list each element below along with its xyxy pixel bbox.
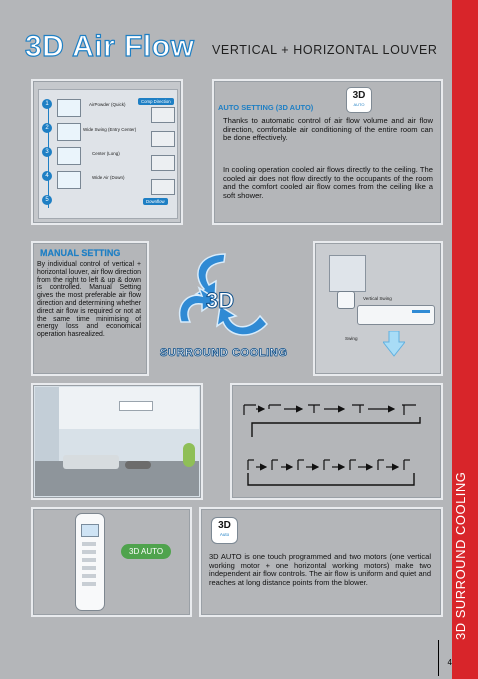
room-ceiling: [35, 387, 199, 429]
auto-setting-title: AUTO SETTING (3D AUTO): [218, 103, 314, 112]
step-4-label: Wide Air (Down): [92, 175, 125, 180]
remote-screen: [81, 524, 99, 537]
manual-setting-title: MANUAL SETTING: [40, 248, 121, 258]
living-room-photo: [31, 383, 203, 500]
footer-rule: [438, 640, 439, 676]
step-1-photo: [151, 107, 175, 123]
louver-motor-icon: [337, 291, 355, 309]
step-3-photo: [151, 155, 175, 171]
page-title: 3D Air Flow: [25, 30, 195, 63]
indoor-unit-stripe: [412, 310, 430, 313]
step-2-photo: [151, 131, 175, 147]
louver-sequence-diagram: [234, 387, 439, 495]
remote-panel: [31, 507, 192, 617]
step-2-label: Wide Swing (Entry Center): [83, 127, 137, 132]
auto-desc-badge: [211, 517, 238, 544]
room-ac-unit: [119, 401, 153, 411]
remote-button-grid: [82, 542, 96, 590]
step-4-photo: [151, 179, 175, 195]
step-1-room: [57, 99, 81, 117]
step-1-badge: 1: [42, 99, 52, 109]
step-2-badge: 2: [42, 123, 52, 133]
logo-caption: SURROUND COOLING: [160, 347, 288, 359]
surround-cooling-logo: [157, 244, 303, 364]
auto-badge-main: 3D: [352, 90, 366, 101]
remote-3d-auto-label: 3D AUTO: [121, 544, 171, 559]
auto-setting-para1: Thanks to automatic control of air flow volume and air flow direction, comfortable air conditioning of the entire room can be done effectively.: [223, 116, 433, 143]
page-number: 4: [447, 658, 452, 667]
step-3-badge: 3: [42, 147, 52, 157]
step-5-tag: Downflow: [143, 198, 168, 205]
step-4-badge: 4: [42, 171, 52, 181]
auto-badge-sub: AUTO: [353, 102, 365, 107]
louver-unit-diagram: [313, 241, 443, 376]
auto-desc-badge-main: 3D: [218, 520, 231, 531]
manual-setting-panel: [31, 241, 149, 376]
manual-setting-body: By individual control of vertical + horizontal louver, air flow direction from the right to left & up & down is controlled. Manual Setting gives the most preferable air flow direction and determining whether direct air flow is required or not at the same time minimising of energy loss and economical operation hasrealized.: [37, 261, 141, 339]
logo-3d-text: 3D: [206, 288, 235, 313]
louver-sequence-panel: [230, 383, 443, 500]
airflow-steps-diagram: [31, 79, 183, 225]
auto-setting-panel: [212, 79, 443, 225]
louver-sketch: [329, 255, 366, 292]
step-1-tag: Comp Direction: [138, 98, 174, 105]
room-sofa: [63, 455, 119, 469]
auto-setting-para2: In cooling operation cooled air flows directly to the ceiling. The cooled air does not flow directly to the occupants of the room and the comfort cooled air flow comes from the ceiling like a soft shower.: [223, 165, 433, 200]
vertical-swing-label: Vertical Swing: [363, 296, 392, 301]
sidebar-title: 3D SURROUND COOLING: [453, 471, 468, 640]
auto-description-panel: [199, 507, 443, 617]
remote-control: [75, 513, 105, 611]
air-down-arrow-icon: [383, 331, 405, 357]
page-subtitle: VERTICAL + HORIZONTAL LOUVER: [212, 43, 438, 57]
step-2-room: [57, 123, 81, 141]
step-3-label: Center (Long): [92, 151, 120, 156]
indoor-unit: [357, 305, 435, 325]
auto-desc-badge-sub: Auto: [219, 532, 230, 537]
auto-badge: [346, 87, 372, 113]
step-1-label: AirPowder (Quick): [89, 102, 126, 107]
room-table: [125, 461, 151, 469]
auto-description-text: 3D AUTO is one touch programmed and two motors (one vertical working motor + one horizontal working motors) make two independent air flow controls. The air flow is uniform and quiet and reaches at long distance points from the blower.: [209, 552, 431, 588]
swing-label: Swing: [345, 336, 358, 341]
room-plant: [183, 443, 195, 467]
step-3-room: [57, 147, 81, 165]
step-5-badge: 5: [42, 195, 52, 205]
step-4-room: [57, 171, 81, 189]
